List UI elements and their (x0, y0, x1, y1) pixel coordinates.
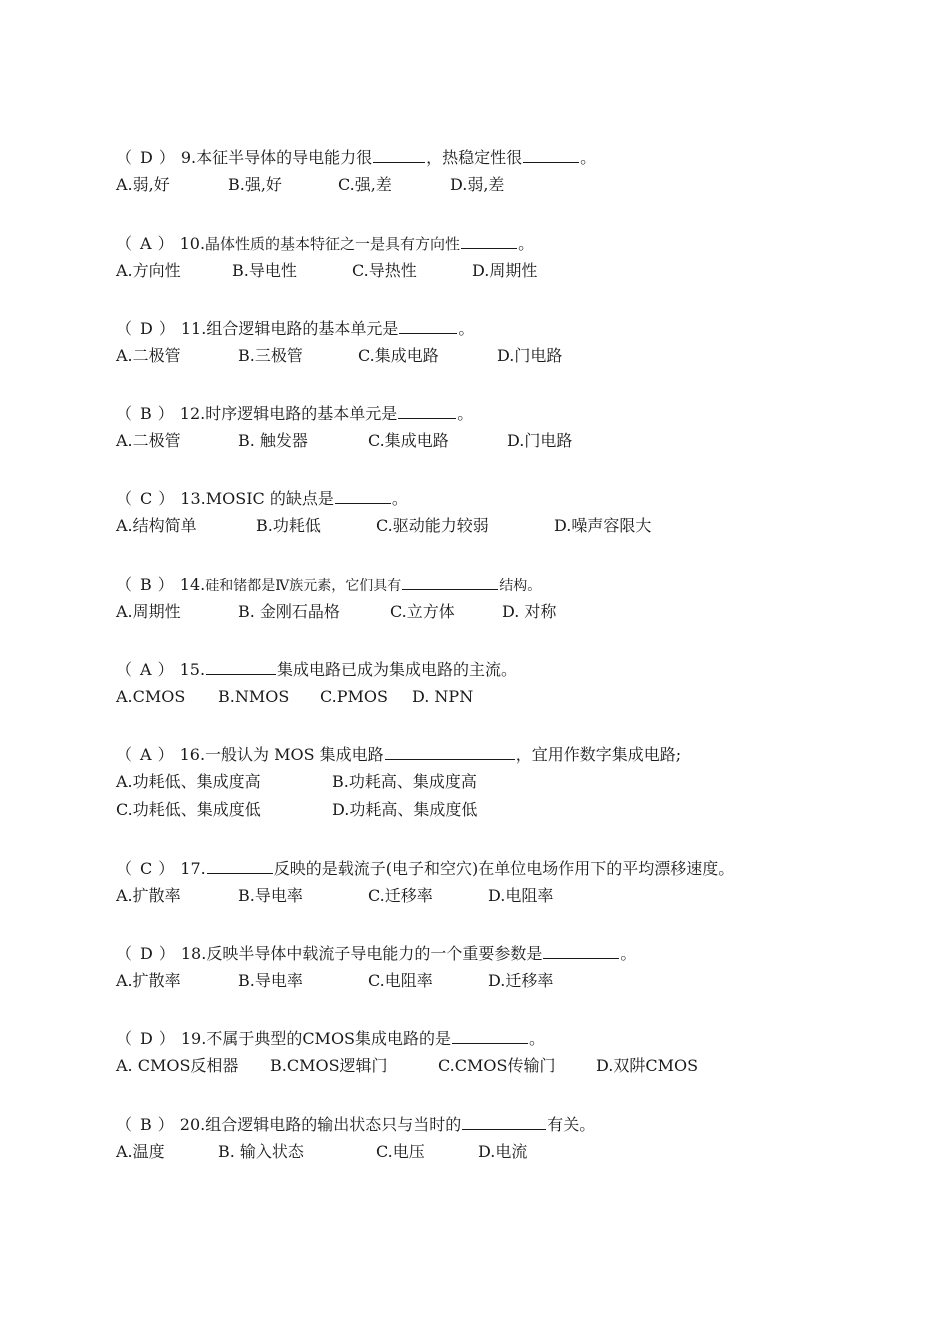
stem-text: 。 (458, 319, 475, 338)
option-a: A.扩散率 (116, 886, 181, 905)
question-number: 10. (179, 234, 206, 253)
stem-text: 组合逻辑电路的基本单元是 (206, 319, 399, 338)
option-b: B.强,好 (228, 175, 282, 194)
option-d: D.功耗高、集成度低 (332, 800, 478, 819)
stem-text: 硅和锗都是Ⅳ族元素，它们具有 (205, 578, 402, 594)
question-stem: （ D ） 19.不属于典型的CMOS集成电路的是 。 (116, 1029, 546, 1048)
answer-blank (207, 857, 273, 874)
stem-text: 本征半导体的导电能力很 (196, 148, 373, 167)
answer-blank (462, 1113, 546, 1130)
answer-letter: C (140, 489, 153, 508)
option-a: A.弱,好 (116, 175, 170, 194)
option-c: C.PMOS (320, 687, 388, 706)
option-b: B.功耗低 (256, 516, 321, 535)
stem-text: ，宜用作数字集成电路; (515, 745, 682, 764)
answer-letter: D (140, 148, 153, 167)
answer-blank (385, 743, 515, 760)
option-c: C.集成电路 (368, 431, 449, 450)
question-number: 17. (180, 859, 206, 878)
option-d: D.门电路 (497, 346, 563, 365)
answer-letter: A (140, 234, 152, 253)
option-d: D.弱,差 (450, 175, 505, 194)
option-b: B.三极管 (238, 346, 303, 365)
option-d: D.门电路 (507, 431, 573, 450)
answer-letter: A (140, 745, 152, 764)
stem-text: 晶体性质的基本特征之一是具有方向性 (205, 235, 461, 253)
option-a: A. CMOS反相器 (116, 1056, 239, 1075)
question-stem: （ B ） 20.组合逻辑电路的输出状态只与当时的 有关。 (116, 1115, 596, 1134)
answer-blank (461, 232, 517, 249)
stem-text: 结构。 (499, 578, 542, 594)
option-b: B.NMOS (218, 687, 290, 706)
option-a: A.二极管 (116, 346, 181, 365)
answer-blank (523, 146, 579, 163)
option-d: D.电流 (478, 1142, 528, 1161)
question-stem: （ B ） 14.硅和锗都是Ⅳ族元素，它们具有 结构。 (116, 575, 542, 594)
option-b: B. 金刚石晶格 (238, 602, 340, 621)
stem-text: 组合逻辑电路的输出状态只与当时的 (205, 1115, 462, 1134)
stem-text: 。 (391, 489, 408, 508)
question-number: 16. (179, 745, 206, 764)
answer-letter: B (140, 1115, 152, 1134)
question-number: 12. (179, 404, 206, 423)
stem-text: 时序逻辑电路的基本单元是 (205, 404, 398, 423)
question-number: 20. (179, 1115, 206, 1134)
question-number: 15. (179, 660, 206, 679)
option-c: C.强,差 (338, 175, 392, 194)
answer-letter: D (140, 1029, 153, 1048)
answer-letter: B (140, 404, 152, 423)
stem-text: 一般认为 MOS 集成电路 (205, 745, 384, 764)
question-stem: （ C ） 17. 反映的是载流子(电子和空穴)在单位电场作用下的平均漂移速度。 (116, 859, 735, 878)
question-stem: （ D ） 9.本征半导体的导电能力很 ，热稳定性很 。 (116, 148, 597, 167)
option-d: D.迁移率 (488, 971, 554, 990)
question-number: 9. (180, 148, 197, 167)
option-c: C.集成电路 (358, 346, 439, 365)
question-stem: （ D ） 18.反映半导体中载流子导电能力的一个重要参数是 。 (116, 944, 637, 963)
stem-text: MOSIC 的缺点是 (205, 489, 334, 508)
option-d: D. NPN (412, 687, 474, 706)
option-c: C.导热性 (352, 261, 417, 280)
stem-text: 有关。 (547, 1115, 596, 1134)
option-a: A.温度 (116, 1142, 165, 1161)
option-a: A.扩散率 (116, 971, 181, 990)
stem-text: 集成电路已成为集成电路的主流。 (277, 660, 518, 679)
answer-letter: D (140, 944, 153, 963)
stem-text: 反映的是载流子(电子和空穴)在单位电场作用下的平均漂移速度。 (273, 859, 735, 878)
option-a: A.功耗低、集成度高 (116, 772, 261, 791)
option-b: B. 触发器 (238, 431, 308, 450)
option-c: C.CMOS传输门 (438, 1056, 556, 1075)
stem-text: 。 (620, 944, 637, 963)
question-stem: （ B ） 12.时序逻辑电路的基本单元是 。 (116, 404, 474, 423)
option-c: C.功耗低、集成度低 (116, 800, 261, 819)
question-stem: （ D ） 11.组合逻辑电路的基本单元是 。 (116, 319, 475, 338)
answer-blank (402, 573, 498, 590)
question-number: 19. (180, 1029, 207, 1048)
option-b: B. 输入状态 (218, 1142, 304, 1161)
option-d: D.周期性 (472, 261, 538, 280)
stem-text: 。 (580, 148, 597, 167)
answer-blank (335, 487, 391, 504)
answer-blank (398, 402, 456, 419)
option-c: C.立方体 (390, 602, 455, 621)
question-number: 11. (180, 319, 207, 338)
option-d: D.噪声容限大 (554, 516, 652, 535)
answer-blank (373, 146, 425, 163)
stem-text: ，热稳定性很 (426, 148, 523, 167)
option-a: A.结构简单 (116, 516, 197, 535)
answer-blank (452, 1027, 528, 1044)
option-c: C.迁移率 (368, 886, 433, 905)
answer-blank (206, 658, 276, 675)
question-stem: （ A ） 15. 集成电路已成为集成电路的主流。 (116, 660, 518, 679)
stem-text: 。 (529, 1029, 546, 1048)
answer-letter: C (140, 859, 153, 878)
stem-text: 。 (518, 234, 535, 253)
question-number: 13. (180, 489, 206, 508)
option-b: B.功耗高、集成度高 (332, 772, 477, 791)
option-a: A.方向性 (116, 261, 181, 280)
question-stem: （ A ） 10.晶体性质的基本特征之一是具有方向性 。 (116, 234, 535, 253)
option-a: A.周期性 (116, 602, 181, 621)
option-b: B.导电率 (238, 886, 303, 905)
option-b: B.导电率 (238, 971, 303, 990)
question-number: 18. (180, 944, 207, 963)
question-stem: （ C ） 13.MOSIC 的缺点是 。 (116, 489, 408, 508)
option-a: A.二极管 (116, 431, 181, 450)
answer-letter: B (140, 575, 152, 594)
option-d: D. 对称 (502, 602, 557, 621)
stem-text: 不属于典型的CMOS集成电路的是 (206, 1029, 452, 1048)
answer-letter: D (140, 319, 153, 338)
answer-blank (543, 942, 619, 959)
stem-text: 反映半导体中载流子导电能力的一个重要参数是 (206, 944, 543, 963)
answer-blank (399, 317, 457, 334)
option-d: D.双阱CMOS (596, 1056, 699, 1075)
option-a: A.CMOS (116, 687, 186, 706)
question-number: 14. (179, 575, 206, 594)
stem-text: 。 (457, 404, 474, 423)
option-c: C.驱动能力较弱 (376, 516, 489, 535)
option-c: C.电压 (376, 1142, 425, 1161)
answer-letter: A (140, 660, 152, 679)
option-d: D.电阻率 (488, 886, 554, 905)
option-c: C.电阻率 (368, 971, 433, 990)
option-b: B.导电性 (232, 261, 297, 280)
option-b: B.CMOS逻辑门 (270, 1056, 388, 1075)
question-stem: （ A ） 16.一般认为 MOS 集成电路 ，宜用作数字集成电路; (116, 745, 682, 764)
